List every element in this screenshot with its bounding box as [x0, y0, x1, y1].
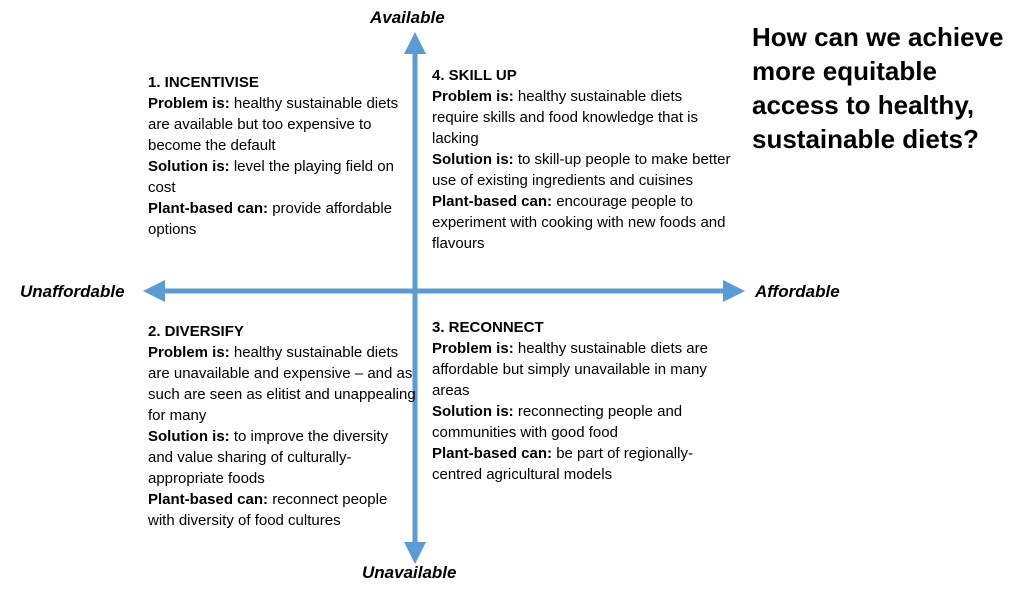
problem-text: healthy sustainable diets are affordable but simply unavailable in many areas — [432, 340, 708, 399]
solution-key: Solution is: — [432, 403, 514, 420]
problem-key: Problem is: — [432, 88, 514, 105]
solution-text: level the playing field on cost — [148, 158, 394, 196]
solution-statement — [148, 156, 416, 198]
problem-statement — [432, 338, 732, 401]
axis-label-unaffordable: Unaffordable — [20, 282, 125, 301]
solution-key: Solution is: — [148, 428, 230, 445]
axis-label-affordable: Affordable — [755, 282, 840, 301]
central-question: How can we achieve more equitable access to healthy, sustainable diets? — [752, 22, 1004, 154]
axis-label-unavailable: Unavailable — [362, 563, 457, 582]
problem-key: Problem is: — [148, 344, 230, 361]
quadrant-heading: 2. DIVERSIFY — [148, 323, 244, 340]
solution-text: reconnecting people and communities with good food — [432, 403, 683, 441]
plant-based-statement — [432, 191, 732, 254]
solution-statement — [432, 401, 732, 443]
problem-statement — [148, 342, 416, 426]
problem-text: healthy sustainable diets are available but too expensive to become the default — [148, 95, 399, 154]
problem-statement — [148, 93, 416, 156]
problem-key: Problem is: — [432, 340, 514, 357]
plant-based-statement — [432, 443, 732, 485]
plant-based-key: Plant-based can: — [432, 193, 553, 210]
plant-based-text: provide affordable options — [148, 200, 393, 238]
horizontal-axis — [143, 280, 745, 302]
plant-based-statement — [148, 489, 416, 531]
solution-text: to skill-up people to make better use of existing ingredients and cuisines — [432, 151, 731, 189]
axis-label-available: Available — [370, 8, 445, 27]
quadrant-diversify — [148, 321, 416, 531]
problem-text: healthy sustainable diets require skills and food knowledge that is lacking — [432, 88, 698, 147]
problem-statement — [432, 86, 732, 149]
quadrant-heading: 1. INCENTIVISE — [148, 74, 259, 91]
problem-key: Problem is: — [148, 95, 230, 112]
solution-key: Solution is: — [148, 158, 230, 175]
solution-text: to improve the diversity and value sharing of culturally-appropriate foods — [148, 428, 389, 487]
quadrant-heading: 3. RECONNECT — [432, 319, 544, 336]
plant-based-text: reconnect people with diversity of food cultures — [148, 491, 388, 529]
solution-key: Solution is: — [432, 151, 514, 168]
arrow-down-icon — [404, 542, 426, 564]
plant-based-key: Plant-based can: — [148, 491, 269, 508]
quadrant-heading: 4. SKILL UP — [432, 67, 517, 84]
solution-statement — [148, 426, 416, 489]
quadrant-skill-up — [432, 65, 732, 254]
plant-based-key: Plant-based can: — [432, 445, 553, 462]
plant-based-text: encourage people to experiment with cooking with new foods and flavours — [432, 193, 726, 252]
solution-statement — [432, 149, 732, 191]
arrow-right-icon — [723, 280, 745, 302]
arrow-left-icon — [143, 280, 165, 302]
problem-text: healthy sustainable diets are unavailable and expensive – and as such are seen as elitist and unappealing for many — [148, 344, 416, 424]
quadrant-incentivise — [148, 72, 416, 240]
plant-based-key: Plant-based can: — [148, 200, 269, 217]
arrow-up-icon — [404, 32, 426, 54]
quadrant-reconnect — [432, 317, 732, 485]
plant-based-statement — [148, 198, 416, 240]
plant-based-text: be part of regionally-centred agricultural models — [432, 445, 693, 483]
